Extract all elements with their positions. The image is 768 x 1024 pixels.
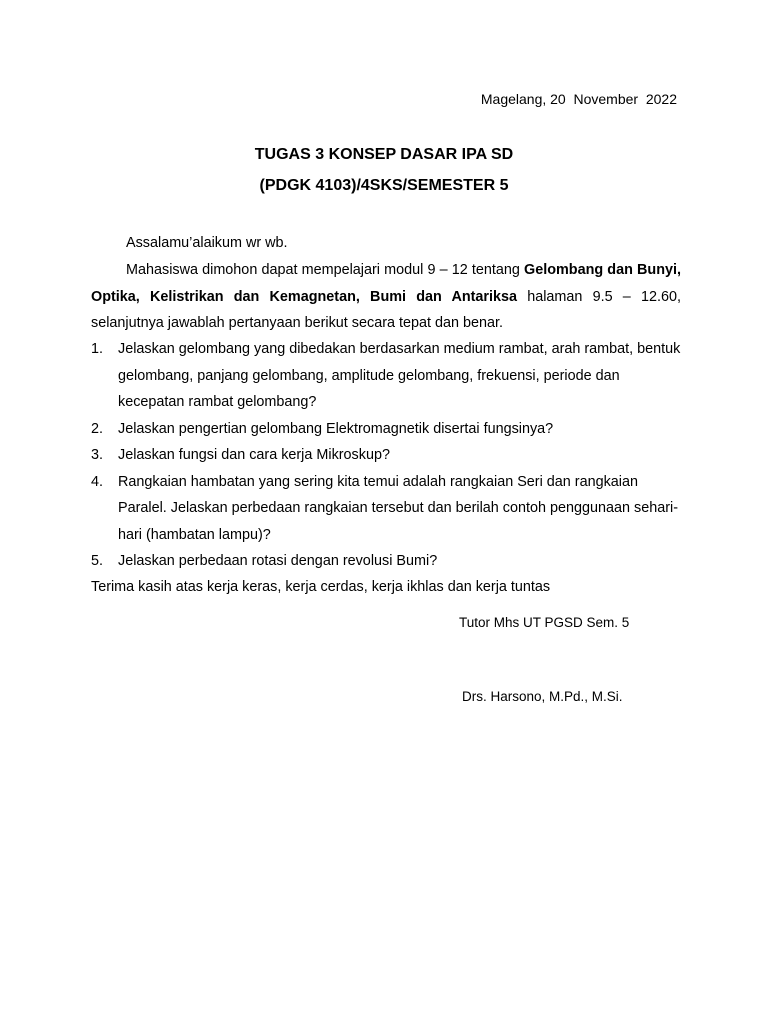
question-item (91, 442, 681, 469)
question-item (91, 416, 681, 443)
intro-topics-bold: Gelombang dan Bunyi, Optika, Kelistrikan dan Kemagnetan, Bumi dan Antariksa (91, 262, 681, 305)
intro-text-end: halaman 9.5 – 12.60, selanjutnya jawablah pertanyaan berikut secara tepat dan benar. (91, 288, 681, 331)
greeting-paragraph: Assalamu’alaikum wr wb. (126, 235, 288, 251)
question-text: Rangkaian hambatan yang sering kita temui adalah rangkaian Seri dan rangkaian Paralel. Jelaskan perbedaan rangkaian tersebut dan berilah contoh penggunaan sehari-hari (hambatan lampu)? (118, 473, 679, 543)
question-number: 4. (91, 473, 104, 490)
signature-role: Tutor Mhs UT PGSD Sem. 5 (459, 615, 630, 630)
intro-text-start: Mahasiswa dimohon dapat mempelajari modul 9 – 12 tentang (126, 262, 525, 278)
question-item (91, 469, 681, 549)
intro-paragraph (91, 257, 681, 337)
question-number: 3. (91, 447, 104, 463)
question-number: 2. (91, 420, 104, 437)
question-list (91, 336, 681, 575)
document-title-line-1: TUGAS 3 KONSEP DASAR IPA SD (254, 146, 514, 163)
question-text: Jelaskan perbedaan rotasi dengan revolusi Bumi? (118, 553, 438, 569)
question-number: 5. (91, 553, 104, 569)
signature-name: Drs. Harsono, M.Pd., M.Si. (462, 689, 623, 704)
question-item (91, 336, 681, 416)
closing-line: Terima kasih atas kerja keras, kerja cerdas, kerja ikhlas dan kerja tuntas (91, 579, 551, 595)
question-number: 1. (91, 341, 104, 357)
question-text: Jelaskan gelombang yang dibedakan berdasarkan medium rambat, arah rambat, bentuk gelombang, panjang gelombang, amplitude gelombang, frekuensi, periode dan kecepatan rambat gelombang? (118, 341, 681, 410)
date-line: Magelang, 20 November 2022 (480, 91, 677, 107)
question-item (91, 548, 681, 575)
document-title-line-2: (PDGK 4103)/4SKS/SEMESTER 5 (259, 177, 509, 194)
question-text: Jelaskan pengertian gelombang Elektromagnetik disertai fungsinya? (118, 420, 554, 437)
question-text: Jelaskan fungsi dan cara kerja Mikroskup? (118, 447, 390, 463)
